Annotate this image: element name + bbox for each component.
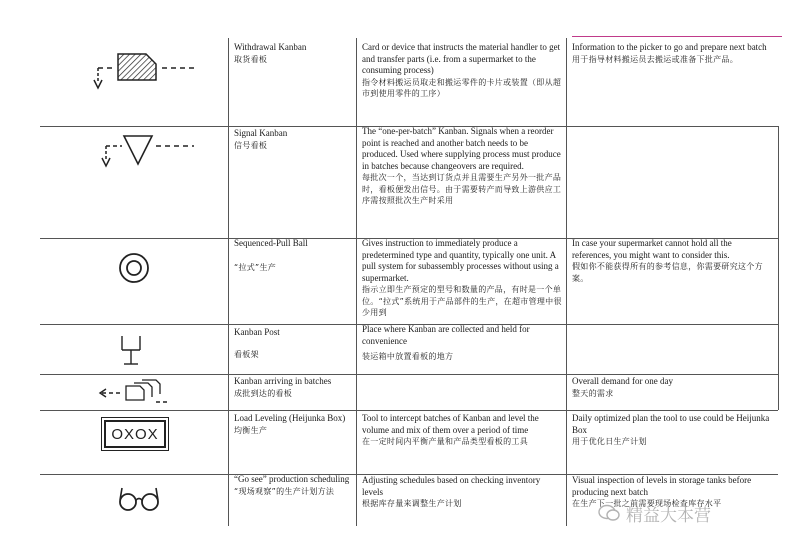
term-description-en: Card or device that instructs the material handler to get and transfer parts (i.e. from a supermarket to the consuming process) [362,42,561,75]
term-note-en: Overall demand for one day [572,376,673,386]
term-name-zh: 信号看板 [234,140,268,150]
signal-kanban-icon [98,132,198,176]
term-name-en: Kanban Post [234,327,280,337]
kanban-post-icon [118,330,148,370]
load-leveling-box-icon [104,420,166,448]
go-see-glasses-icon [116,482,162,516]
table-border [40,374,778,375]
decorative-pink-line [572,36,782,37]
table-border [566,38,567,526]
term-name-en: Kanban arriving in batches [234,376,332,386]
term-name-zh: 成批到达的看板 [234,388,293,398]
term-note-en: Information to the picker to go and prepare next batch [572,42,767,52]
withdrawal-kanban-icon [90,48,200,90]
term-name-en: Withdrawal Kanban [234,42,307,52]
term-name-en: Signal Kanban [234,128,288,138]
term-note-en: Daily optimized plan the tool to use could be Heijunka Box [572,413,770,435]
sequenced-pull-ball-icon [116,250,154,286]
term-description-zh: 根据库存量来调整生产计划 [362,499,462,508]
heijunka-box-label: OXOX [111,425,159,443]
term-note-en: Visual inspection of levels in storage tanks before producing next batch [572,475,752,497]
kanban-batches-icon [94,378,174,408]
chat-bubble-icon [598,504,620,522]
term-name-en: Load Leveling (Heijunka Box) [234,413,346,423]
watermark-text: 精益大本营 [626,505,711,526]
term-name-zh: 均衡生产 [234,425,268,435]
table-border [40,410,778,411]
term-description-en: The “one-per-batch” Kanban. Signals when a reorder point is reached and another batch needs to be produced. Used where supplying process must produce in batches because changeovers are required. [362,126,561,171]
table-border [356,38,357,526]
term-note-en: In case your supermarket cannot hold all the references, you might want to consider this. [572,238,732,260]
term-description-en: Gives instruction to immediately produce a predetermined type and quantity, typically one unit. A pull system for subassembly processes without using a supermarket. [362,238,559,283]
watermark [598,500,778,526]
term-description-en: Adjusting schedules based on checking inventory levels [362,475,541,497]
table-border [228,38,229,526]
term-description-zh: 在一定时间内平衡产量和产品类型看板的工具 [362,437,528,446]
term-description-zh: 装运箱中放置看板的地方 [362,352,454,361]
term-name-en: “Go see” production scheduling [234,474,350,484]
term-note-zh: 在生产下一批之前需要现场检查库存水平 [572,499,722,508]
term-description-zh: 每批次一个，当达到订货点并且需要生产另外一批产品时，看板便发出信号。由于需要转产而导致上游供应工序需按照批次生产时采用 [362,173,562,205]
term-description-en: Tool to intercept batches of Kanban and level the volume and mix of them over a period of time [362,413,539,435]
term-name-zh: 取货看板 [234,54,268,64]
term-note-zh: 用于优化日生产计划 [572,437,647,446]
term-note-zh: 用于指导材料搬运员去搬运或准备下批产品。 [572,54,738,64]
term-description-zh: 指令材料搬运员取走和搬运零件的卡片或装置（即从超市到使用零件的工序） [362,77,562,98]
term-name-zh: “拉式”生产 [234,262,277,272]
term-note-zh: 假如你不能获得所有的参考信息，你需要研究这个方案。 [572,262,763,283]
term-description-en: Place where Kanban are collected and held for convenience [362,324,530,346]
term-name-zh: “现场观察”的生产计划方法 [234,486,335,496]
table-border [778,126,779,410]
term-name-en: Sequenced-Pull Ball [234,238,308,248]
term-name-zh: 看板架 [234,349,259,359]
term-description-zh: 指示立即生产预定的型号和数量的产品，有时是一个单位。“拉式”系统用于产品部件的生产，在超市管理中很少用到 [362,285,562,317]
term-note-zh: 整天的需求 [572,388,614,398]
